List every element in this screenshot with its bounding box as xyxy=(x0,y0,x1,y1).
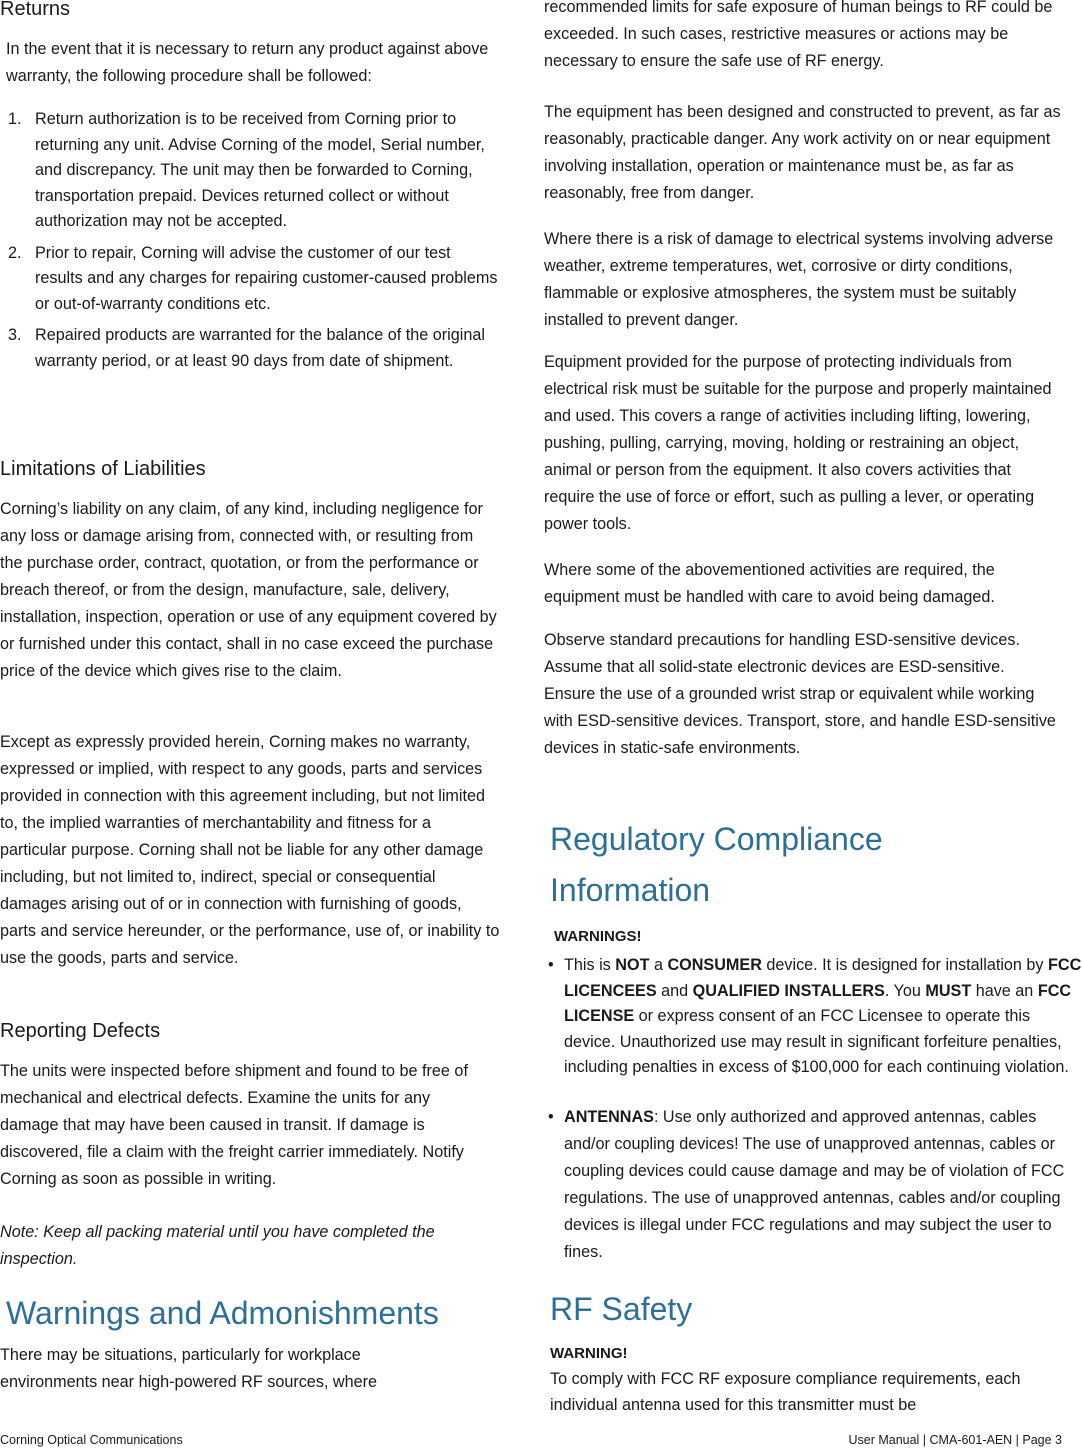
returns-list xyxy=(0,107,500,374)
list-item: 1. Return authorization is to be received from Corning prior to returning any unit. Advise Corning of the model, Serial number, and discrepancy. The unit may then be forwarded to Corning, transportation prepaid. Devices returned collect or without authorization may not be accepted. xyxy=(8,110,485,230)
limitations-paragraph-2: Except as expressly provided herein, Corning makes no warranty, expressed or implied, with respect to any goods, parts and services provided in connection with this agreement including, but not limited to, the implied warranties of merchantability and fitness for a particular purpose. Corning shall not be liable for any other damage including, but not limited to, indirect, special or consequential damages arising out of or in connection with furnishing of goods, parts and service hereunder, or the performance, use of, or inability to use the goods, parts and service. xyxy=(0,733,500,967)
list-item: • ANTENNAS: Use only authorized and approved antennas, cables and/or coupling devices! The use of unapproved antennas, cables or coupling devices could cause damage and may be of violation of FCC regulations. The use of unapproved antennas, cables and/or coupling devices is illegal under FCC regulations and may subject the user to fines. xyxy=(544,1104,1082,1266)
bullet-icon: • xyxy=(548,956,554,974)
warnings-paragraph-4: Equipment provided for the purpose of protecting individuals from electrical risk must be suitable for the purpose and properly maintained and used. This covers a range of activities including lifting, lowering, pushing, pulling, carrying, moving, holding or restraining an object, animal or person from the equipment. It also covers activities that require the use of force or effort, such as pulling a lever, or operating power tools. xyxy=(544,353,1052,533)
warnings-paragraph-5: Where some of the abovementioned activities are required, the equipment must be handled with care to avoid being damaged. xyxy=(544,561,995,606)
rf-safety-paragraph: To comply with FCC RF exposure compliance requirements, each individual antenna used for this transmitter must be xyxy=(550,1370,1021,1414)
warnings-paragraph-6: Observe standard precautions for handling ESD-sensitive devices. Assume that all solid-state electronic devices are ESD-sensitive. Ensure the use of a grounded wrist strap or equivalent while working with ESD-sensitive devices. Transport, store, and handle ESD-sensitive devices in static-safe environments. xyxy=(544,631,1056,757)
list-item: 2. Prior to repair, Corning will advise the customer of our test results and any charges for repairing customer-caused problems or out-of-warranty conditions etc. xyxy=(8,243,498,313)
footer-left: Corning Optical Communications xyxy=(0,1433,183,1447)
returns-intro: In the event that it is necessary to return any product against above warranty, the following procedure shall be followed: xyxy=(6,40,489,85)
list-item: 3. Repaired products are warranted for the balance of the original warranty period, or at least 90 days from date of shipment. xyxy=(8,326,485,370)
limitations-heading: Limitations of Liabilities xyxy=(0,458,206,480)
limitations-paragraph-1: Corning’s liability on any claim, of any kind, including negligence for any loss or damage arising from, connected with, or resulting from the purchase order, contract, quotation, or from the performance or breach thereof, or from the design, manufacture, sale, delivery, installation, inspection, operation or use of any equipment covered by or furnished under this contact, shall in no case exceed the purchase price of the device which gives rise to the claim. xyxy=(0,500,497,680)
warnings-paragraph-2: The equipment has been designed and constructed to prevent, as far as reasonably, practicable danger. Any work activity on or near equipment involving installation, operation or maintenance must be, as far as reasonably, free from danger. xyxy=(544,103,1061,202)
warnings-label: WARNINGS! xyxy=(554,928,642,945)
warnings-paragraph-1-continued: recommended limits for safe exposure of human beings to RF could be exceeded. In such cases, restrictive measures or actions may be necessary to ensure the safe use of RF energy. xyxy=(544,0,1053,70)
bullet-icon: • xyxy=(548,1108,554,1126)
warnings-admonishments-heading: Warnings and Admonishments xyxy=(6,1295,439,1331)
regulatory-heading-line-1: Regulatory Compliance xyxy=(550,821,883,857)
list-item: • This is NOT a CONSUMER device. It is designed for installation by FCC LICENCEES and QUALIFIED INSTALLERS. You MUST have an FCC LICENSE or express consent of an FCC Licensee to operate this device. Unauthorized use may result in significant forfeiture penalties, including penalties in excess of $100,000 for each continuing violation. xyxy=(544,953,1082,1081)
warnings-paragraph-3: Where there is a risk of damage to electrical systems involving adverse weather, extreme temperatures, wet, corrosive or dirty conditions, flammable or explosive atmospheres, the system must be suitably installed to prevent danger. xyxy=(544,230,1054,329)
footer-right: User Manual | CMA-601-AEN | Page 3 xyxy=(848,1433,1062,1447)
regulatory-heading-line-2: Information xyxy=(550,872,711,908)
returns-heading: Returns xyxy=(0,0,71,20)
rf-warning-label: WARNING! xyxy=(550,1345,628,1362)
rf-safety-heading: RF Safety xyxy=(550,1291,693,1327)
reporting-paragraph: The units were inspected before shipment and found to be free of mechanical and electrical defects. Examine the units for any damage that may have been caused in transit. If damage is discovered, file a claim with the freight carrier immediately. Notify Corning as soon as possible in writing. xyxy=(0,1062,468,1188)
reporting-heading: Reporting Defects xyxy=(0,1020,161,1042)
warnings-paragraph-1: There may be situations, particularly for workplace environments near high-powered RF sources, where xyxy=(0,1346,377,1391)
reporting-note: Note: Keep all packing material until you have completed the inspection. xyxy=(0,1223,435,1268)
